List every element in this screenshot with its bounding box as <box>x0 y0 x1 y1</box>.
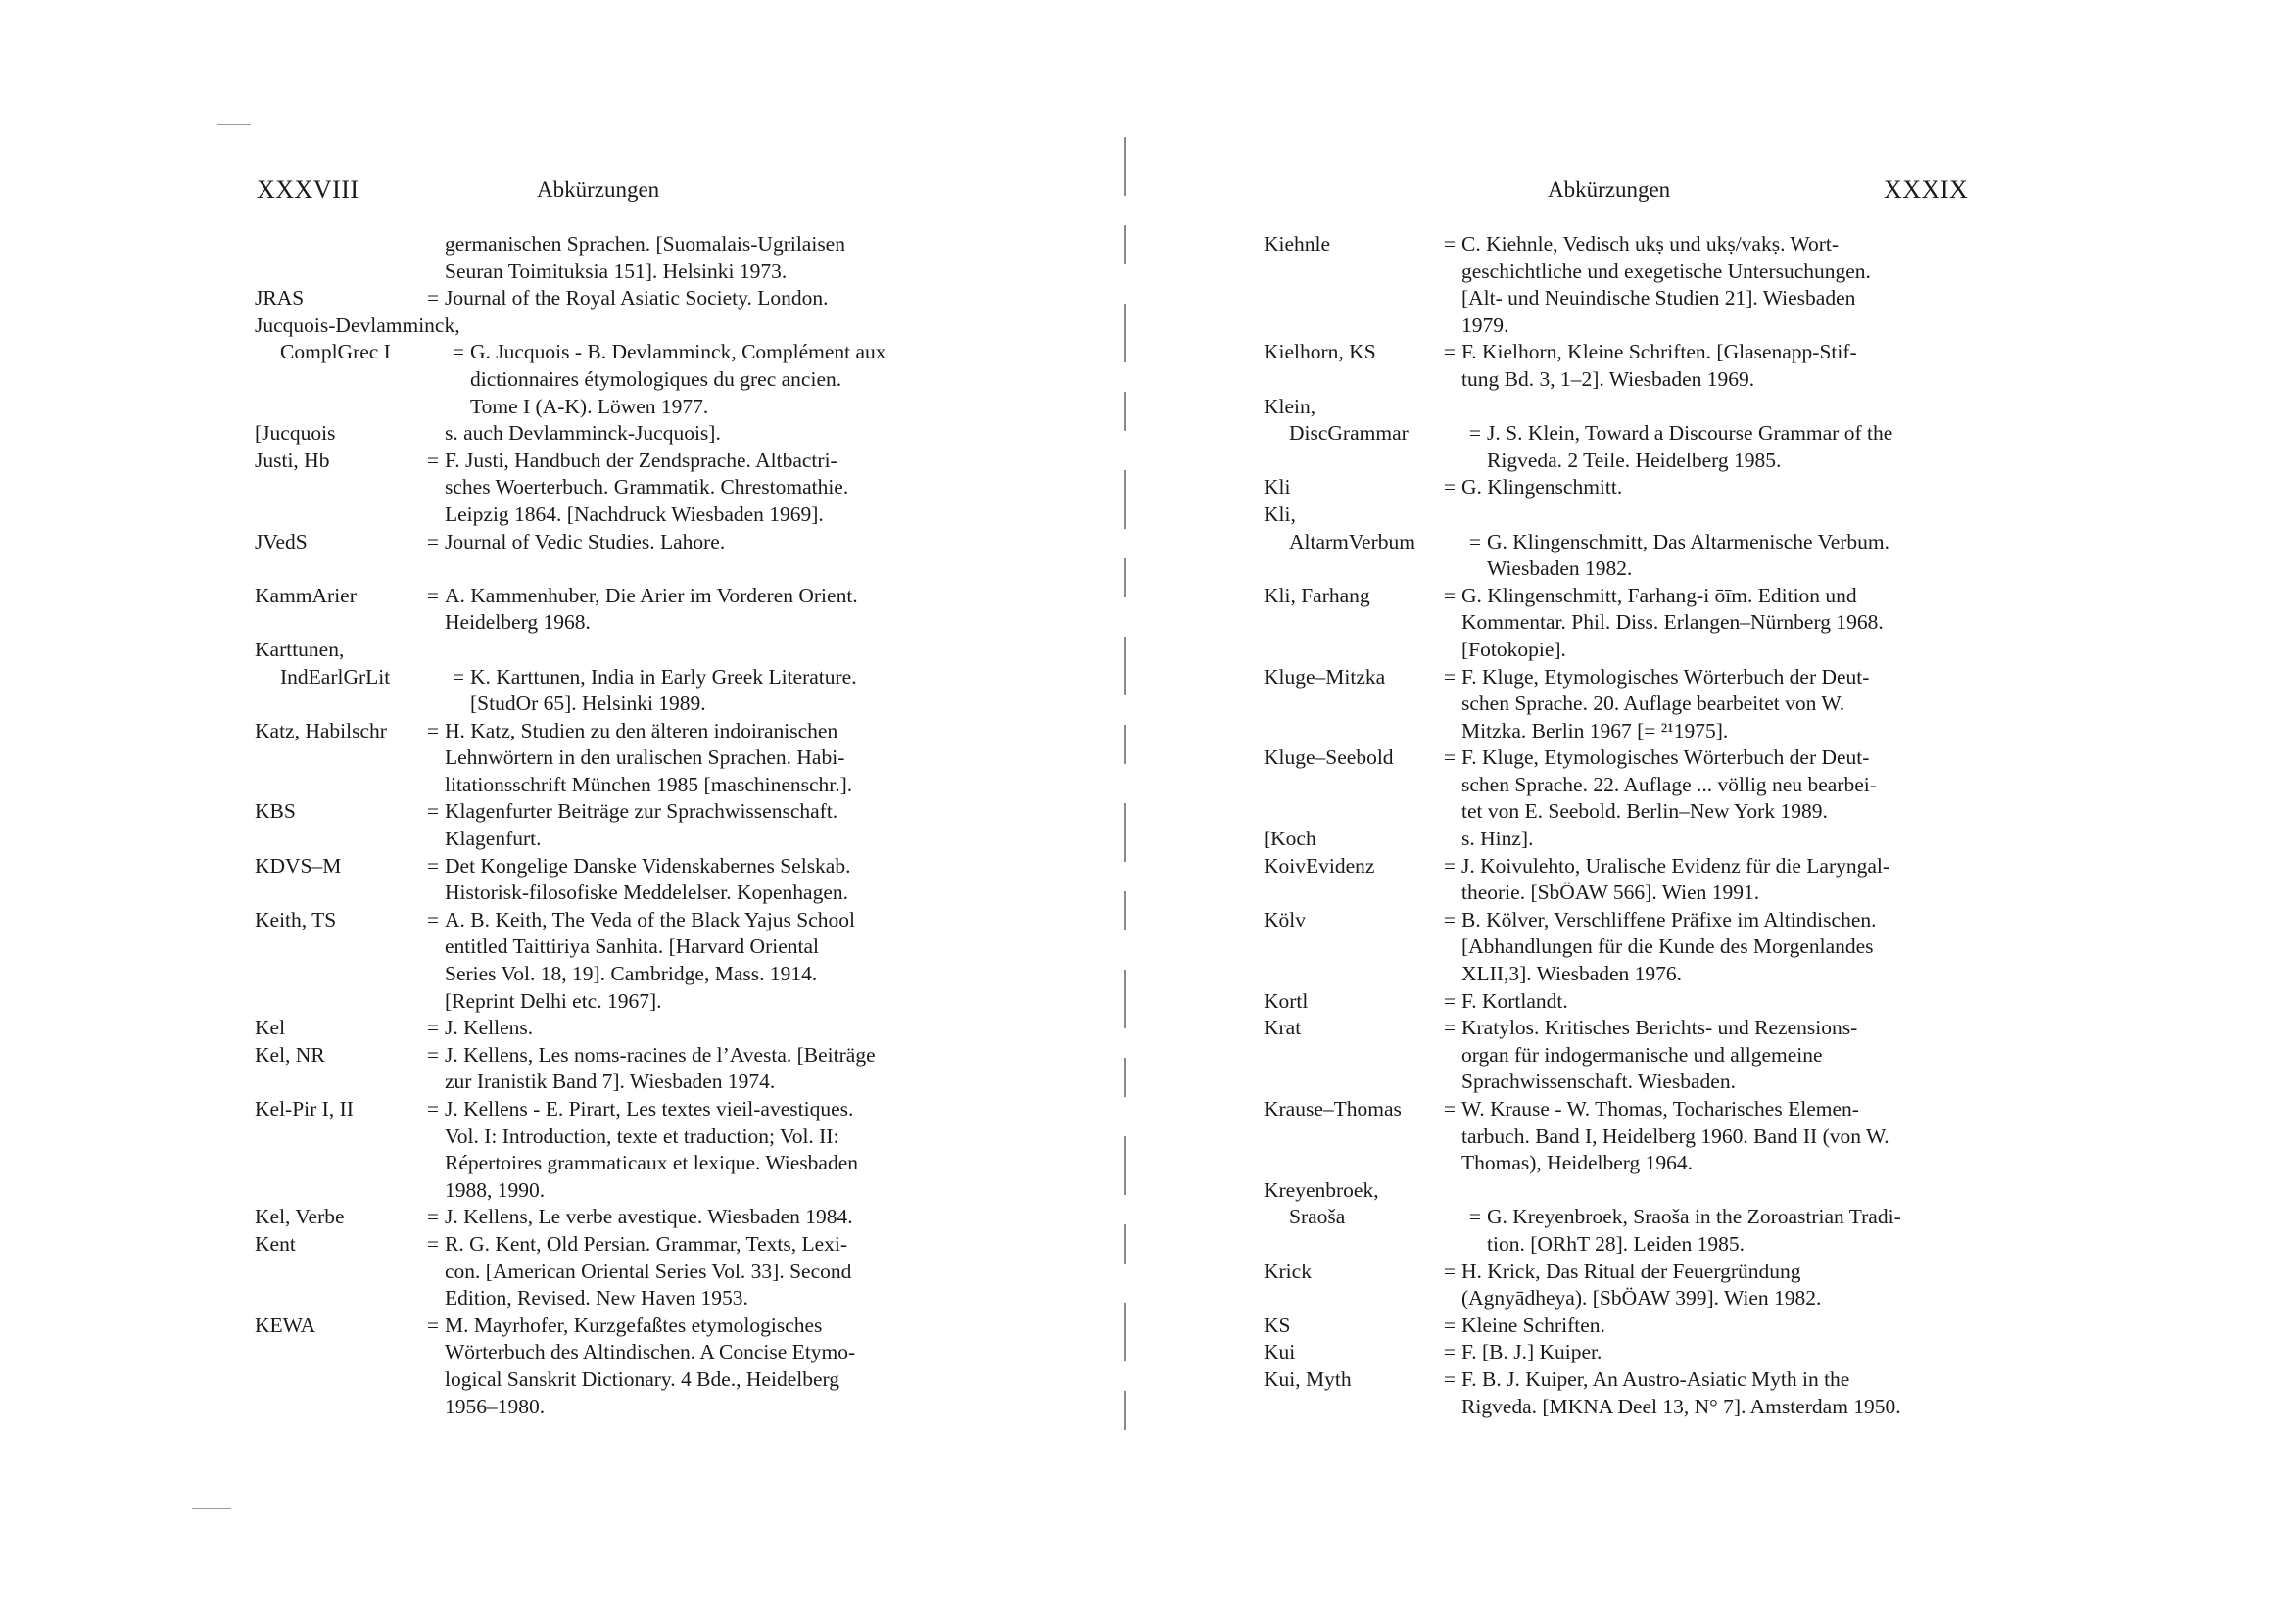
entry-definition <box>1461 853 1973 907</box>
entry-definition <box>445 1096 952 1204</box>
abbreviation-entry <box>1264 583 1973 664</box>
definition-line: 1988, 1990. <box>445 1177 546 1202</box>
right-page <box>1126 0 2296 1622</box>
abbreviation-entry <box>255 448 952 529</box>
definition-line: Series Vol. 18, 19]. Cambridge, Mass. 1914. <box>445 962 818 986</box>
entry-abbreviation: Sraoša <box>1289 1205 1346 1229</box>
abbreviation-entry <box>1264 853 1973 907</box>
entry-abbreviation: IndEarlGrLit <box>280 664 391 689</box>
entry-definition <box>445 1231 952 1312</box>
entry-definition <box>445 637 952 664</box>
definition-line: s. Hinz]. <box>1461 827 1534 851</box>
definition-line: C. Kiehnle, Vedisch ukṣ und ukṣ/vakṣ. Wort- <box>1461 232 1840 256</box>
entry-equals-sign: = <box>426 907 440 931</box>
abbreviation-entry <box>1264 1096 1973 1177</box>
entry-abbreviation: Katz, Habilschr <box>255 718 387 742</box>
entry-abbreviation: Krick <box>1264 1259 1312 1283</box>
entry-abbreviation: AltarmVerbum <box>1289 529 1415 553</box>
definition-line: 1956–1980. <box>445 1394 546 1418</box>
definition-line: sches Woerterbuch. Grammatik. Chrestomathie. <box>445 475 849 500</box>
entry-equals-sign: = <box>1443 1097 1457 1121</box>
entry-equals-sign: = <box>426 1097 440 1121</box>
abbreviation-entry <box>1264 1177 1973 1205</box>
abbreviation-entry <box>255 853 952 907</box>
left-running-head: Abkürzungen <box>537 177 660 202</box>
definition-line: Répertoires grammaticaux et lexique. Wiesbaden <box>445 1151 859 1175</box>
entry-abbreviation: Krause–Thomas <box>1264 1097 1402 1121</box>
entry-definition <box>445 1015 952 1042</box>
abbreviation-entry <box>1264 394 1973 421</box>
entry-abbreviation: Klein, <box>1264 394 1316 418</box>
entry-definition <box>445 583 952 637</box>
abbreviation-entry <box>1264 231 1973 339</box>
entry-equals-sign <box>1438 1177 1461 1205</box>
definition-line <box>1461 1177 1973 1205</box>
abbreviation-entry <box>1264 826 1973 853</box>
definition-line: Kommentar. Phil. Diss. Erlangen–Nürnberg 1968. <box>1461 610 1884 635</box>
entry-abbreviation: KoivEvidenz <box>1264 853 1375 878</box>
definition-line: Tome I (A-K). Löwen 1977. <box>470 394 709 418</box>
definition-line: J. Kellens - E. Pirart, Les textes vieil-avestiques. <box>445 1097 854 1121</box>
entry-definition <box>1461 339 1973 393</box>
definition-line: tion. [ORhT 28]. Leiden 1985. <box>1487 1231 1745 1256</box>
entry-equals-sign: = <box>426 529 440 553</box>
definition-line: B. Kölver, Verschliffene Präfixe im Altindischen. <box>1461 907 1877 931</box>
right-entry-list <box>1264 231 1973 1420</box>
abbreviation-entry <box>1264 420 1973 474</box>
definition-line: Rigveda. 2 Teile. Heidelberg 1985. <box>1487 448 1782 472</box>
entry-abbreviation: KBS <box>255 799 296 824</box>
definition-line: 1979. <box>1461 312 1509 337</box>
abbreviation-entry <box>1264 474 1973 501</box>
entry-equals-sign: = <box>426 853 440 878</box>
definition-line: [Alt- und Neuindische Studien 21]. Wiesbaden <box>1461 286 1856 310</box>
definition-line: M. Mayrhofer, Kurzgefaßtes etymologisches <box>445 1312 823 1337</box>
definition-line: organ für indogermanische und allgemeine <box>1461 1042 1823 1067</box>
entry-abbreviation: DiscGrammar <box>1289 421 1409 446</box>
abbreviation-entry <box>255 718 952 799</box>
left-entry-list <box>255 231 952 1420</box>
definition-line: entitled Taittiriya Sanhita. [Harvard Oriental <box>445 934 819 959</box>
entry-definition <box>1461 1366 1973 1420</box>
entry-definition <box>470 664 952 718</box>
definition-line <box>445 637 952 664</box>
right-running-head: Abkürzungen <box>1548 177 1671 202</box>
definition-line <box>1461 394 1973 421</box>
entry-equals-sign: = <box>1443 475 1457 500</box>
abbreviation-entry <box>255 285 952 312</box>
definition-line: G. Kreyenbroek, Sraoša in the Zoroastrian Tradi- <box>1487 1205 1901 1229</box>
entry-definition <box>445 718 952 799</box>
abbreviation-entry <box>1264 529 1973 583</box>
definition-line: J. S. Klein, Toward a Discourse Grammar of the <box>1487 421 1893 446</box>
definition-line: A. Kammenhuber, Die Arier im Vorderen Orient. <box>445 583 858 607</box>
entry-abbreviation: Krat <box>1264 1016 1302 1040</box>
entry-abbreviation: Kent <box>255 1231 296 1256</box>
entry-equals-sign: = <box>1443 988 1457 1013</box>
entry-definition <box>1461 583 1973 664</box>
definition-line: F. Kluge, Etymologisches Wörterbuch der Deut- <box>1461 745 1870 770</box>
definition-line: F. Kielhorn, Kleine Schriften. [Glasenapp-Stif- <box>1461 340 1857 364</box>
abbreviation-entry <box>1264 907 1973 988</box>
entry-abbreviation: Kui, Myth <box>1264 1366 1352 1391</box>
left-page-number: XXXVIII <box>257 175 359 204</box>
abbreviation-entry <box>1264 339 1973 393</box>
definition-line: [Reprint Delhi etc. 1967]. <box>445 988 662 1013</box>
abbreviation-entry <box>1264 1339 1973 1366</box>
abbreviation-entry <box>1264 1015 1973 1096</box>
definition-line: logical Sanskrit Dictionary. 4 Bde., Heidelberg <box>445 1366 840 1391</box>
entry-equals-sign: = <box>1443 1259 1457 1283</box>
entry-equals-sign <box>421 231 445 285</box>
entry-equals-sign <box>1438 826 1461 853</box>
abbreviation-entry <box>255 1096 952 1204</box>
abbreviation-entry <box>255 420 952 448</box>
definition-line: tet von E. Seebold. Berlin–New York 1989. <box>1461 799 1828 824</box>
definition-line: tarbuch. Band I, Heidelberg 1960. Band II (von W. <box>1461 1123 1889 1148</box>
entry-abbreviation: [Koch <box>1264 827 1316 851</box>
entry-definition <box>445 529 952 556</box>
entry-equals-sign: = <box>1443 1366 1457 1391</box>
definition-line: litationsschrift München 1985 [maschinenschr.]. <box>445 772 853 796</box>
entry-abbreviation: Justi, Hb <box>255 448 330 472</box>
definition-line: Sprachwissenschaft. Wiesbaden. <box>1461 1070 1736 1094</box>
definition-line: Journal of Vedic Studies. Lahore. <box>445 529 726 553</box>
abbreviation-entry <box>255 1312 952 1420</box>
entry-definition <box>1461 474 1973 501</box>
abbreviation-entry <box>255 637 952 664</box>
entry-equals-sign: = <box>1443 340 1457 364</box>
definition-line: Kratylos. Kritisches Berichts- und Rezensions- <box>1461 1016 1858 1040</box>
entry-definition <box>1461 501 1973 529</box>
abbreviation-entry <box>1264 1259 1973 1312</box>
entry-equals-sign: = <box>452 340 465 364</box>
definition-line: Klagenfurt. <box>445 827 542 851</box>
entry-abbreviation: JRAS <box>255 286 305 310</box>
entry-abbreviation: KammArier <box>255 583 357 607</box>
definition-line: F. [B. J.] Kuiper. <box>1461 1340 1602 1364</box>
entry-definition <box>1461 1312 1973 1340</box>
entry-abbreviation: Kui <box>1264 1340 1296 1364</box>
definition-line: Lehnwörtern in den uralischen Sprachen. Habi- <box>445 745 845 770</box>
entry-definition <box>1461 231 1973 339</box>
entry-abbreviation: Kortl <box>1264 988 1309 1013</box>
definition-line: G. Klingenschmitt. <box>1461 475 1623 500</box>
definition-line: Vol. I: Introduction, texte et traduction; Vol. II: <box>445 1123 839 1148</box>
entry-equals-sign: = <box>426 718 440 742</box>
entry-equals-sign <box>421 420 445 448</box>
abbreviation-entry <box>255 312 952 340</box>
entry-abbreviation: KS <box>1264 1312 1291 1337</box>
entry-abbreviation: Kluge–Seebold <box>1264 745 1394 770</box>
left-page <box>0 0 1126 1622</box>
entry-definition <box>1487 1204 1973 1258</box>
abbreviation-entry <box>1264 1312 1973 1340</box>
definition-line: schen Sprache. 22. Auflage ... völlig neu bearbei- <box>1461 772 1877 796</box>
entry-abbreviation: KEWA <box>255 1312 316 1337</box>
entry-definition <box>445 1204 952 1231</box>
abbreviation-entry <box>255 907 952 1015</box>
entry-abbreviation: Kli, Farhang <box>1264 583 1370 607</box>
entry-equals-sign <box>1438 394 1461 421</box>
abbreviation-entry <box>1264 744 1973 826</box>
definition-line <box>1461 501 1973 529</box>
entry-abbreviation: Kel <box>255 1016 286 1040</box>
definition-line: Kleine Schriften. <box>1461 1312 1605 1337</box>
definition-line: G. Jucquois - B. Devlamminck, Complément aux <box>470 340 886 364</box>
definition-line: Historisk-filosofiske Meddelelser. Kopenhagen. <box>445 881 848 905</box>
definition-line: s. auch Devlamminck-Jucquois]. <box>445 421 721 446</box>
entry-equals-sign: = <box>426 1016 440 1040</box>
entry-equals-sign: = <box>426 1042 440 1067</box>
entry-abbreviation: JVedS <box>255 529 308 553</box>
definition-line: zur Iranistik Band 7]. Wiesbaden 1974. <box>445 1070 776 1094</box>
entry-definition <box>445 1312 952 1420</box>
definition-line: Heidelberg 1968. <box>445 610 591 635</box>
entry-equals-sign: = <box>1443 853 1457 878</box>
definition-line: J. Koivulehto, Uralische Evidenz für die Laryngal- <box>1461 853 1890 878</box>
definition-line: H. Krick, Das Ritual der Feuergründung <box>1461 1259 1801 1283</box>
definition-line: A. B. Keith, The Veda of the Black Yajus School <box>445 907 856 931</box>
entry-definition <box>1461 907 1973 988</box>
abbreviation-entry <box>255 339 952 420</box>
entry-definition <box>445 853 952 907</box>
entry-abbreviation: Kölv <box>1264 907 1306 931</box>
entry-equals-sign: = <box>426 286 440 310</box>
entry-definition <box>445 312 952 340</box>
entry-abbreviation: Kli, <box>1264 501 1296 526</box>
entry-definition <box>445 1042 952 1096</box>
definition-line: G. Klingenschmitt, Das Altarmenische Verbum. <box>1487 529 1890 553</box>
entry-definition <box>1461 988 1973 1016</box>
entry-abbreviation: Kreyenbroek, <box>1264 1177 1379 1202</box>
entry-abbreviation: Jucquois-Devlamminck, <box>255 312 460 337</box>
entry-definition <box>445 798 952 852</box>
entry-equals-sign: = <box>1468 1205 1482 1229</box>
entry-definition <box>1461 394 1973 421</box>
entry-definition <box>1461 664 1973 745</box>
entry-abbreviation: Kiehnle <box>1264 232 1331 256</box>
definition-line: J. Kellens, Les noms-racines de l’Avesta. [Beiträge <box>445 1042 876 1067</box>
definition-line: theorie. [SbÖAW 566]. Wien 1991. <box>1461 881 1760 905</box>
definition-line: Rigveda. [MKNA Deel 13, N° 7]. Amsterdam 1950. <box>1461 1394 1901 1418</box>
entry-abbreviation: Karttunen, <box>255 637 345 661</box>
entry-definition <box>1487 529 1973 583</box>
entry-definition <box>1461 1096 1973 1177</box>
entry-equals-sign: = <box>1468 421 1482 446</box>
entry-definition <box>445 448 952 529</box>
definition-line: tung Bd. 3, 1–2]. Wiesbaden 1969. <box>1461 366 1755 391</box>
abbreviation-entry <box>255 1015 952 1042</box>
scan-mark <box>192 1508 231 1509</box>
entry-abbreviation: [Jucquois <box>255 421 336 446</box>
entry-abbreviation: ComplGrec I <box>280 340 391 364</box>
entry-equals-sign: = <box>1443 664 1457 689</box>
entry-definition <box>470 339 952 420</box>
entry-equals-sign <box>421 637 445 664</box>
definition-line: dictionnaires étymologiques du grec ancien. <box>470 366 842 391</box>
entry-spacer <box>255 555 952 583</box>
abbreviation-entry <box>255 583 952 637</box>
entry-equals-sign: = <box>1443 232 1457 256</box>
definition-line: F. B. J. Kuiper, An Austro-Asiatic Myth in the <box>1461 1366 1850 1391</box>
definition-line: W. Krause - W. Thomas, Tocharisches Elemen- <box>1461 1097 1859 1121</box>
abbreviation-entry <box>255 1042 952 1096</box>
definition-line: (Agnyādheya). [SbÖAW 399]. Wien 1982. <box>1461 1286 1822 1311</box>
entry-definition <box>1461 744 1973 826</box>
abbreviation-entry <box>255 664 952 718</box>
definition-line: Klagenfurter Beiträge zur Sprachwissenschaft. <box>445 799 838 824</box>
definition-line: Det Kongelige Danske Videnskabernes Selskab. <box>445 853 851 878</box>
abbreviation-entry <box>1264 1204 1973 1258</box>
entry-definition <box>445 285 952 312</box>
abbreviation-entry <box>255 231 952 285</box>
definition-line: Wiesbaden 1982. <box>1487 556 1633 581</box>
entry-equals-sign: = <box>1443 1312 1457 1337</box>
entry-equals-sign: = <box>426 583 440 607</box>
right-page-number: XXXIX <box>1884 175 1969 204</box>
entry-equals-sign: = <box>1443 1016 1457 1040</box>
scan-mark <box>217 124 251 125</box>
definition-line: Thomas), Heidelberg 1964. <box>1461 1151 1694 1175</box>
definition-line: [Fotokopie]. <box>1461 637 1566 661</box>
entry-abbreviation: Kli <box>1264 475 1291 500</box>
entry-equals-sign: = <box>452 664 465 689</box>
abbreviation-entry <box>255 1204 952 1231</box>
entry-equals-sign: = <box>1443 907 1457 931</box>
entry-abbreviation <box>255 231 421 285</box>
entry-abbreviation: Kielhorn, KS <box>1264 340 1376 364</box>
definition-line: Leipzig 1864. [Nachdruck Wiesbaden 1969]. <box>445 501 824 526</box>
abbreviation-entry <box>1264 664 1973 745</box>
definition-line: [Abhandlungen für die Kunde des Morgenlandes <box>1461 934 1874 959</box>
definition-line: germanischen Sprachen. [Suomalais-Ugrilaisen <box>445 232 845 256</box>
entry-equals-sign <box>1438 501 1461 529</box>
entry-abbreviation: Kel-Pir I, II <box>255 1097 354 1121</box>
entry-definition <box>1461 826 1973 853</box>
definition-line: R. G. Kent, Old Persian. Grammar, Texts, Lexi- <box>445 1231 848 1256</box>
entry-abbreviation: KDVS–M <box>255 853 342 878</box>
definition-line: F. Justi, Handbuch der Zendsprache. Altbactri- <box>445 448 837 472</box>
entry-definition <box>1461 1339 1973 1366</box>
abbreviation-entry <box>1264 1366 1973 1420</box>
entry-abbreviation: Kel, Verbe <box>255 1205 345 1229</box>
entry-definition <box>445 907 952 1015</box>
entry-definition <box>1487 420 1973 474</box>
entry-equals-sign: = <box>426 1205 440 1229</box>
definition-line: Edition, Revised. New Haven 1953. <box>445 1286 748 1311</box>
definition-line: XLII,3]. Wiesbaden 1976. <box>1461 962 1683 986</box>
definition-line: Seuran Toimituksia 151]. Helsinki 1973. <box>445 259 788 283</box>
entry-definition <box>1461 1177 1973 1205</box>
definition-line: F. Kluge, Etymologisches Wörterbuch der Deut- <box>1461 664 1870 689</box>
entry-equals-sign: = <box>426 799 440 824</box>
definition-line: Journal of the Royal Asiatic Society. London. <box>445 286 829 310</box>
definition-line: geschichtliche und exegetische Untersuchungen. <box>1461 259 1871 283</box>
entry-abbreviation: Kel, NR <box>255 1042 325 1067</box>
definition-line: H. Katz, Studien zu den älteren indoiranischen <box>445 718 838 742</box>
definition-line: Mitzka. Berlin 1967 [= ²¹1975]. <box>1461 718 1729 742</box>
abbreviation-entry <box>255 1231 952 1312</box>
definition-line <box>445 312 952 340</box>
entry-definition <box>445 420 952 448</box>
entry-equals-sign <box>421 312 445 340</box>
entry-definition <box>445 231 952 285</box>
abbreviation-entry <box>255 529 952 556</box>
entry-equals-sign: = <box>1443 1340 1457 1364</box>
entry-abbreviation: Kluge–Mitzka <box>1264 664 1386 689</box>
definition-line: con. [American Oriental Series Vol. 33]. Second <box>445 1259 852 1283</box>
entry-equals-sign: = <box>1443 583 1457 607</box>
entry-definition <box>1461 1259 1973 1312</box>
abbreviation-entry <box>1264 501 1973 529</box>
definition-line: F. Kortlandt. <box>1461 988 1568 1013</box>
definition-line: [StudOr 65]. Helsinki 1989. <box>470 692 706 716</box>
entry-equals-sign: = <box>1443 745 1457 770</box>
entry-equals-sign: = <box>426 448 440 472</box>
definition-line: Wörterbuch des Altindischen. A Concise Etymo- <box>445 1340 856 1364</box>
definition-line: G. Klingenschmitt, Farhang-i ōīm. Edition und <box>1461 583 1857 607</box>
abbreviation-entry <box>1264 988 1973 1016</box>
entry-equals-sign: = <box>1468 529 1482 553</box>
abbreviation-entry <box>255 798 952 852</box>
definition-line: K. Karttunen, India in Early Greek Literature. <box>470 664 857 689</box>
entry-equals-sign: = <box>426 1312 440 1337</box>
entry-abbreviation: Keith, TS <box>255 907 337 931</box>
entry-equals-sign: = <box>426 1231 440 1256</box>
definition-line: J. Kellens, Le verbe avestique. Wiesbaden 1984. <box>445 1205 853 1229</box>
definition-line: schen Sprache. 20. Auflage bearbeitet von W. <box>1461 692 1845 716</box>
definition-line: J. Kellens. <box>445 1016 534 1040</box>
entry-definition <box>1461 1015 1973 1096</box>
